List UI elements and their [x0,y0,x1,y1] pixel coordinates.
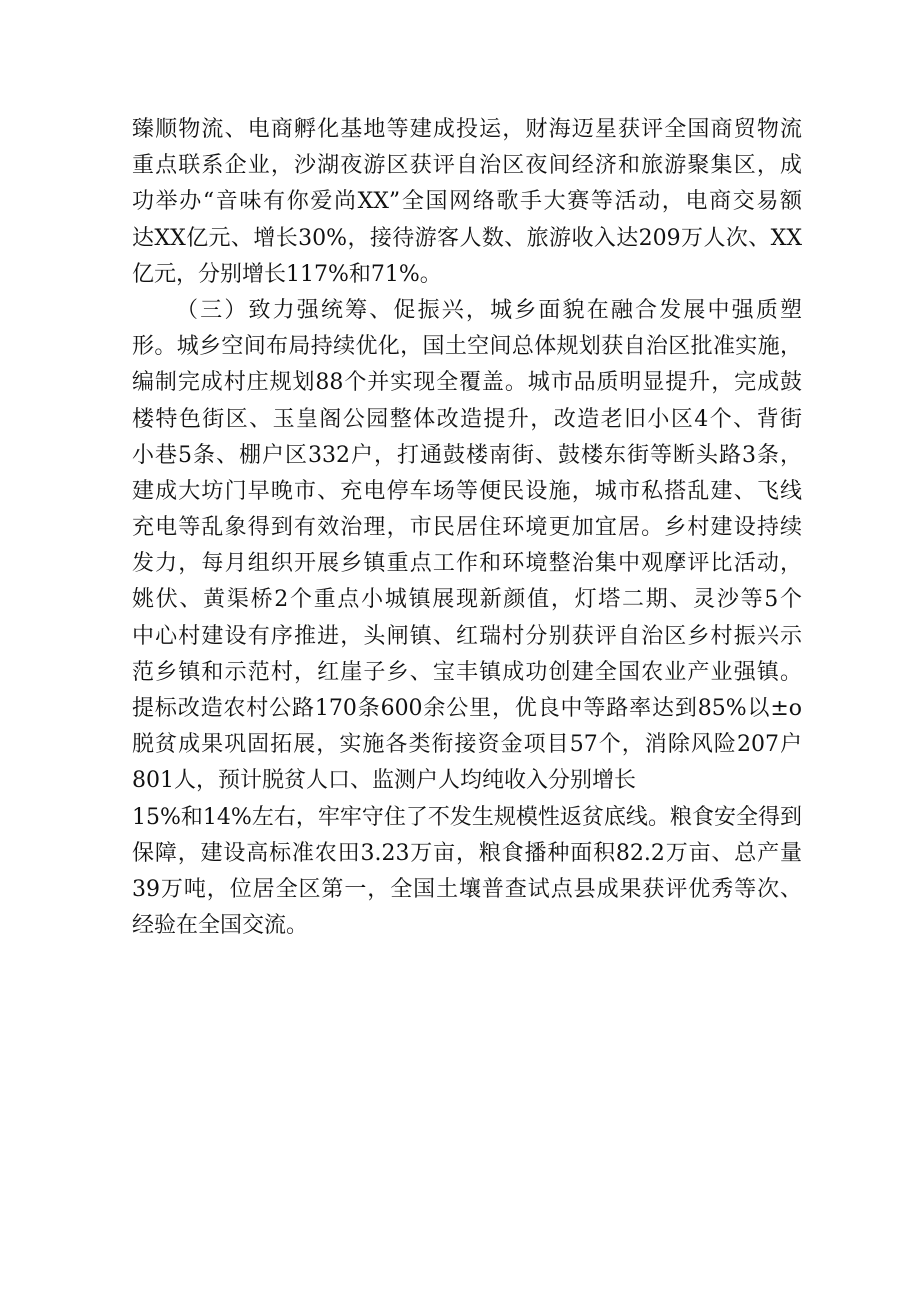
paragraph-line: 发力，每月组织开展乡镇重点工作和环境整治集中观摩评比活动， [132,551,802,577]
paragraph-line: 15%和14%左右，牢牢守住了不发生规模性返贫底线。粮食安全得到 [132,804,802,830]
paragraph-line: 建成大坊门早晚市、充电停车场等便民设施，城市私搭乱建、飞线 [132,478,802,504]
paragraph-line: 801人，预计脱贫人口、监测户人均纯收入分别增长 [132,768,636,794]
paragraph-line: 姚伏、黄渠桥2个重点小城镇展现新颜值，灯塔二期、灵沙等5个 [132,587,802,613]
paragraph-line: 臻顺物流、电商孵化基地等建成投运，财海迈星获评全国商贸物流 [132,117,802,142]
paragraph-line: 形。城乡空间布局持续优化，国土空间总体规划获自治区批准实施， [132,334,802,360]
paragraph-line: 39万吨，位居全区第一，全国土壤普查试点县成果获评优秀等次、 [132,876,802,902]
paragraph-line: 编制完成村庄规划88个并实现全覆盖。城市品质明显提升，完成鼓 [132,370,802,396]
paragraph-line: 楼特色街区、玉皇阁公园整体改造提升，改造老旧小区4个、背街 [132,406,802,432]
paragraph-line: 范乡镇和示范村，红崖子乡、宝丰镇成功创建全国农业产业强镇。 [132,659,802,685]
paragraph-line: 脱贫成果巩固拓展，实施各类衔接资金项目57个，消除风险207户 [132,732,802,758]
paragraph-line: 达XX亿元、增长30%，接待游客人数、旅游收入达209万人次、XX [132,225,802,251]
paragraph-line: 保障，建设高标准农田3.23万亩，粮食播种面积82.2万亩、总产量 [132,840,802,866]
paragraph-line: 经验在全国交流。 [132,913,309,939]
paragraph-line: 小巷5条、棚户区332户，打通鼓楼南街、鼓楼东街等断头路3条， [132,442,802,468]
paragraph-line: 中心村建设有序推进，头闸镇、红瑞村分别获评自治区乡村振兴示 [132,623,802,649]
paragraph-line: 提标改造农村公路170条600余公里，优良中等路率达到85%以±o [132,696,802,721]
section-heading-line: （三）致力强统筹、促振兴，城乡面貌在融合发展中强质塑 [176,297,802,323]
paragraph-line: 功举办“音味有你爱尚XX”全国网络歌手大赛等活动，电商交易额 [132,189,802,215]
paragraph-line: 充电等乱象得到有效治理，市民居住环境更加宜居。乡村建设持续 [132,515,802,541]
paragraph-line: 重点联系企业，沙湖夜游区获评自治区夜间经济和旅游聚集区，成 [132,153,802,179]
body-text [132,112,802,944]
paragraph-line: 亿元，分别增长117%和71%。 [132,261,442,287]
